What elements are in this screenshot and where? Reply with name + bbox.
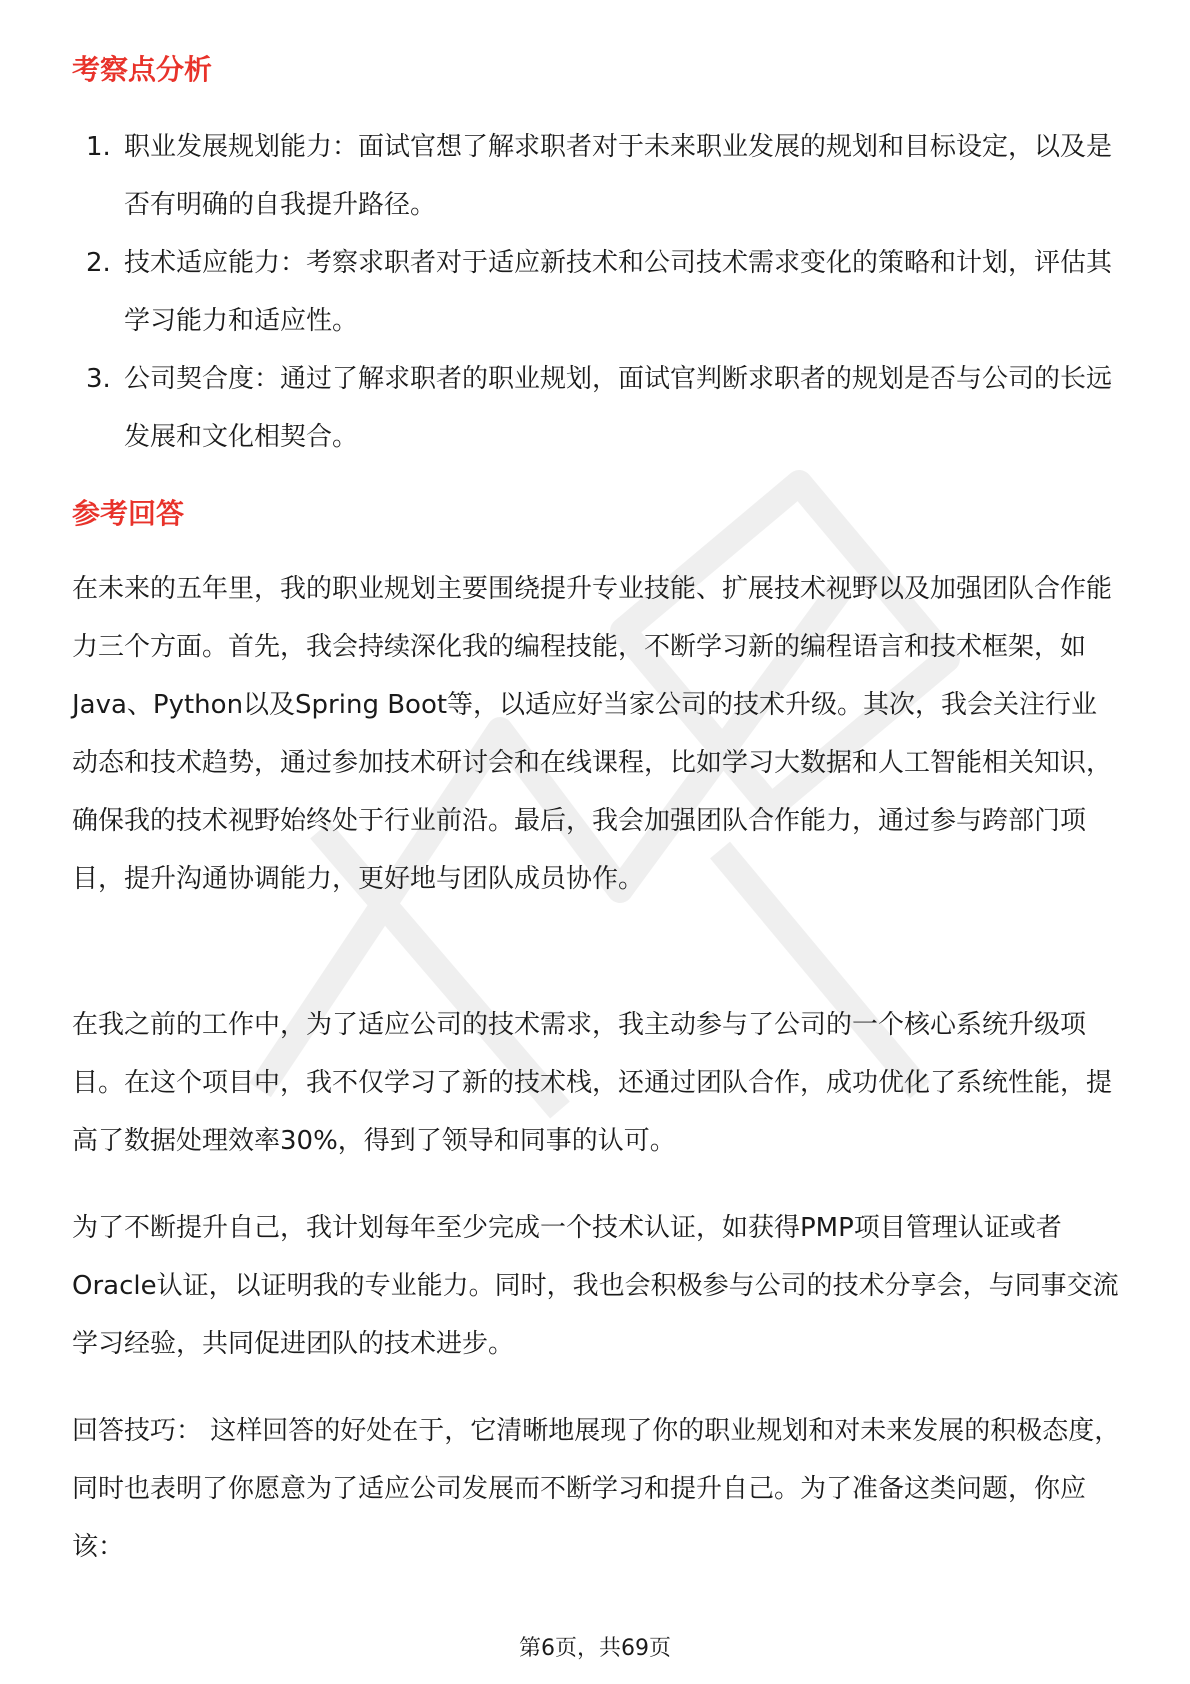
analysis-list <box>72 118 1122 466</box>
page-footer: 第6页，共69页 <box>519 1636 671 1661</box>
analysis-item-number: 1. <box>86 132 111 162</box>
analysis-item <box>72 234 1122 350</box>
answer-paragraph: 在未来的五年里，我的职业规划主要围绕提升专业技能、扩展技术视野以及加强团队合作能力三个方面。首先，我会持续深化我的编程技能，不断学习新的编程语言和技术框架，如Java、Python以及Spring Boot等，以适应好当家公司的技术升级。其次，我会关注行业动态和技术趋势，通过参加技术研讨会和在线课程，比如学习大数据和人工智能相关知识，确保我的技术视野始终处于行业前沿。最后，我会加强团队合作能力，通过参与跨部门项目，提升沟通协调能力，更好地与团队成员协作。 <box>72 574 1113 894</box>
analysis-item-number: 2. <box>86 248 111 278</box>
analysis-section-title: 考察点分析 <box>72 53 213 86</box>
answer-paragraph: 为了不断提升自己，我计划每年至少完成一个技术认证，如获得PMP项目管理认证或者Oracle认证，以证明我的专业能力。同时，我也会积极参与公司的技术分享会，与同事交流学习经验，共同促进团队的技术进步。 <box>72 1213 1119 1359</box>
analysis-item <box>72 118 1122 234</box>
analysis-item-number: 3. <box>86 364 111 394</box>
answer-tips-paragraph: 回答技巧： 这样回答的好处在于，它清晰地展现了你的职业规划和对未来发展的积极态度，同时也表明了你愿意为了适应公司发展而不断学习和提升自己。为了准备这类问题，你应该： <box>72 1416 1121 1562</box>
analysis-item-text: 职业发展规划能力：面试官想了解求职者对于未来职业发展的规划和目标设定，以及是否有明确的自我提升路径。 <box>124 132 1113 220</box>
analysis-item-text: 技术适应能力：考察求职者对于适应新技术和公司技术需求变化的策略和计划，评估其学习能力和适应性。 <box>124 248 1113 336</box>
answer-paragraph: 在我之前的工作中，为了适应公司的技术需求，我主动参与了公司的一个核心系统升级项目。在这个项目中，我不仅学习了新的技术栈，还通过团队合作，成功优化了系统性能，提高了数据处理效率30%，得到了领导和同事的认可。 <box>72 1010 1113 1156</box>
answer-section-title: 参考回答 <box>72 497 185 530</box>
analysis-item <box>72 350 1122 466</box>
analysis-item-text: 公司契合度：通过了解求职者的职业规划，面试官判断求职者的规划是否与公司的长远发展和文化相契合。 <box>124 364 1113 452</box>
